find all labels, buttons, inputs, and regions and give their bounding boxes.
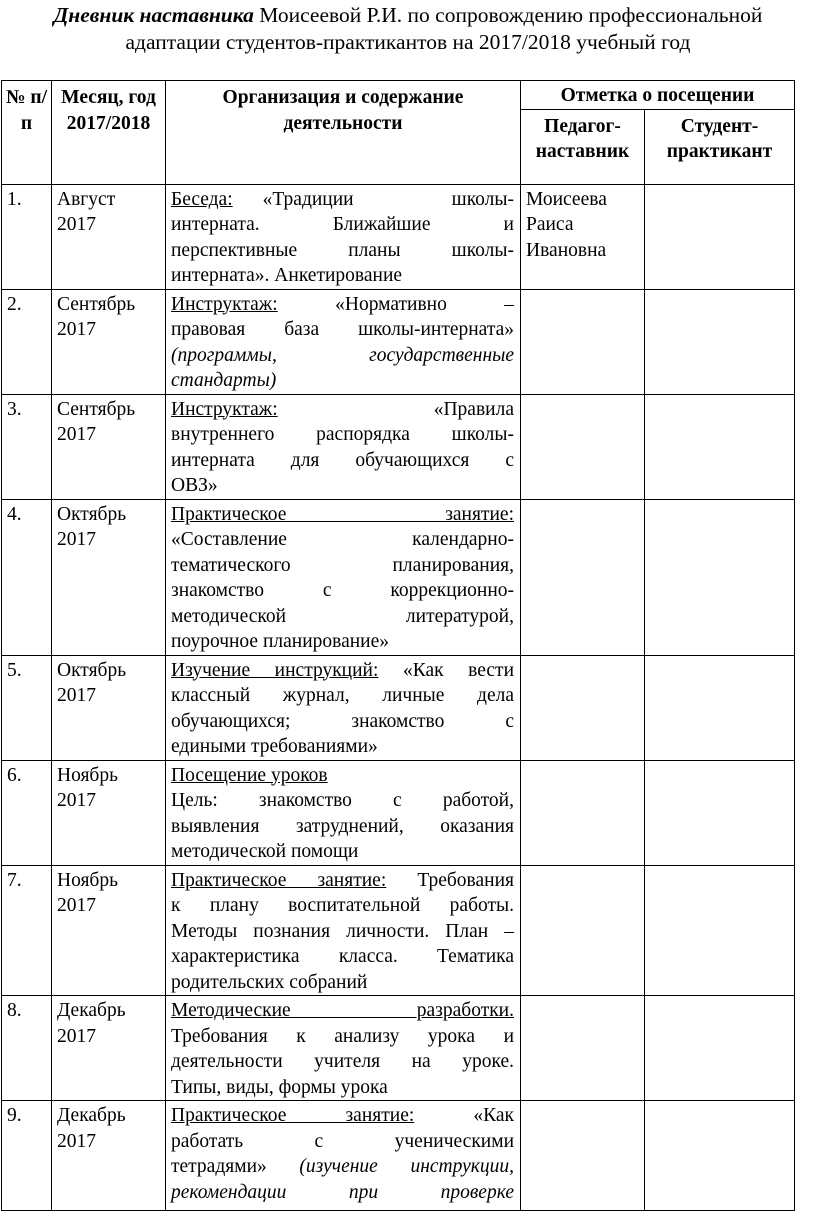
row-number: 6.	[2, 760, 52, 865]
row-mentor-mark	[521, 289, 645, 394]
row-content: Практическое занятие: Требования к плану воспитательной работы. Методы познания личности. План – характеристика класса. Тематика родительских собраний	[166, 865, 521, 996]
table-row	[2, 865, 795, 996]
row-student-mark	[645, 996, 795, 1101]
header-mentor: Педагог-наставник	[521, 109, 645, 184]
mentor-diary-table	[1, 80, 795, 1211]
row-number: 4.	[2, 499, 52, 655]
header-month: Месяц, год 2017/2018	[52, 81, 166, 185]
header-num: № п/п	[2, 81, 52, 185]
table-row	[2, 655, 795, 760]
row-number: 5.	[2, 655, 52, 760]
row-content: Методические разработки. Требования к анализу урока и деятельности учителя на уроке. Типы, виды, формы урока	[166, 996, 521, 1101]
table-header-row	[2, 81, 795, 110]
row-content: Практическое занятие: «Составление календарно- тематического планирования, знакомство с коррекционно- методической литературой, поурочное планирование»	[166, 499, 521, 655]
row-content: Посещение уроков Цель: знакомство с работой, выявления затруднений, оказания методической помощи	[166, 760, 521, 865]
row-mentor-mark	[521, 1101, 645, 1211]
row-content: Инструктаж: «Нормативно – правовая база школы-интерната» (программы, государственные стандарты)	[166, 289, 521, 394]
row-student-mark	[645, 394, 795, 499]
row-number: 3.	[2, 394, 52, 499]
header-student: Студент-практикант	[645, 109, 795, 184]
row-number: 2.	[2, 289, 52, 394]
row-number: 1.	[2, 184, 52, 289]
page-title	[0, 2, 816, 56]
row-mentor-mark	[521, 499, 645, 655]
row-month: Декабрь 2017	[52, 1101, 166, 1211]
row-month: Ноябрь 2017	[52, 760, 166, 865]
title-bold-part: Дневник наставника	[53, 3, 254, 27]
row-mentor-mark	[521, 655, 645, 760]
row-month: Декабрь 2017	[52, 996, 166, 1101]
header-content: Организация и содержание деятельности	[166, 81, 521, 185]
row-student-mark	[645, 1101, 795, 1211]
row-number: 7.	[2, 865, 52, 996]
row-mentor-mark	[521, 865, 645, 996]
table-row	[2, 394, 795, 499]
table-row	[2, 760, 795, 865]
row-mentor-mark: Моисеева Раиса Ивановна	[521, 184, 645, 289]
row-month: Август 2017	[52, 184, 166, 289]
row-mentor-mark	[521, 760, 645, 865]
row-student-mark	[645, 655, 795, 760]
table-row	[2, 996, 795, 1101]
row-content: Изучение инструкций: «Как вести классный журнал, личные дела обучающихся; знакомство с едиными требованиями»	[166, 655, 521, 760]
row-month: Сентябрь 2017	[52, 289, 166, 394]
table-row	[2, 499, 795, 655]
row-student-mark	[645, 289, 795, 394]
row-month: Октябрь 2017	[52, 655, 166, 760]
row-mentor-mark	[521, 996, 645, 1101]
row-number: 9.	[2, 1101, 52, 1211]
row-student-mark	[645, 865, 795, 996]
row-content: Беседа: «Традиции школы- интерната. Ближайшие и перспективные планы школы- интерната». Анкетирование	[166, 184, 521, 289]
row-mentor-mark	[521, 394, 645, 499]
row-number: 8.	[2, 996, 52, 1101]
row-student-mark	[645, 499, 795, 655]
title-line-2: адаптации студентов-практикантов на 2017/2018 учебный год	[125, 30, 691, 54]
table-row	[2, 1101, 795, 1211]
title-rest: Моисеевой Р.И. по сопровождению профессиональной	[253, 3, 763, 27]
table-row	[2, 184, 795, 289]
row-month: Октябрь 2017	[52, 499, 166, 655]
row-student-mark	[645, 184, 795, 289]
table-row	[2, 289, 795, 394]
header-attendance: Отметка о посещении	[521, 81, 795, 110]
row-content: Инструктаж: «Правила внутреннего распорядка школы- интерната для обучающихся с ОВЗ»	[166, 394, 521, 499]
row-month: Ноябрь 2017	[52, 865, 166, 996]
row-month: Сентябрь 2017	[52, 394, 166, 499]
row-content: Практическое занятие: «Как работать с ученическими тетрадями» (изучение инструкции, рекомендации при проверке	[166, 1101, 521, 1211]
row-student-mark	[645, 760, 795, 865]
